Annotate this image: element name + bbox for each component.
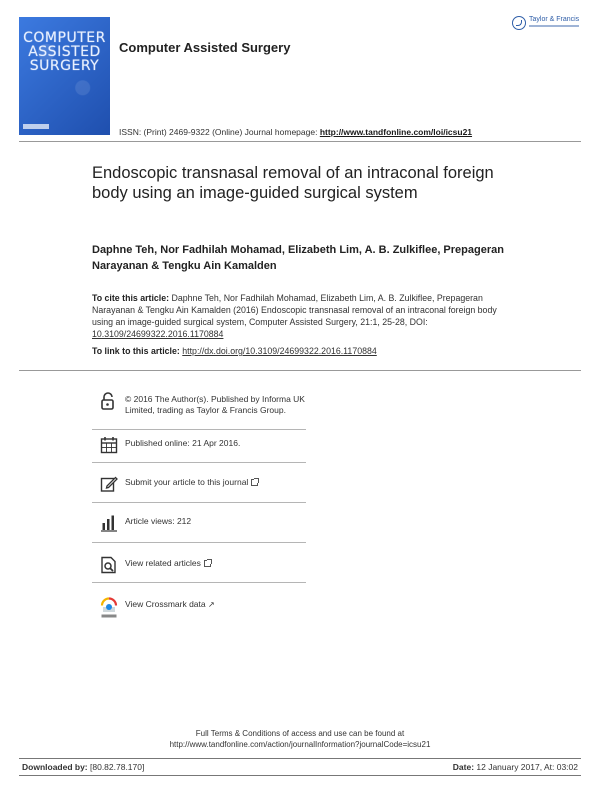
open-access-row — [92, 392, 306, 428]
journal-cover-image — [19, 17, 110, 135]
cover-publisher-mark — [23, 124, 49, 129]
downloaded-by — [22, 762, 144, 772]
journal-homepage-link[interactable]: http://www.tandfonline.com/loi/icsu21 — [319, 127, 473, 137]
info-divider — [92, 582, 306, 583]
citation-label: To cite this article: — [92, 293, 170, 303]
cover-title: COMPUTER ASSISTED SURGERY — [23, 30, 106, 74]
related-articles-row[interactable] — [92, 556, 306, 576]
published-row — [92, 436, 306, 456]
download-date — [453, 762, 578, 772]
citation-block — [92, 292, 504, 340]
journal-title: Computer Assisted Surgery — [119, 40, 291, 55]
terms-text: Full Terms & Conditions of access and use can be found at — [195, 729, 405, 738]
edit-icon — [100, 475, 118, 493]
publisher-logo-underline — [529, 25, 579, 27]
issn-text: ISSN: (Print) 2469-9322 (Online) Journal homepage: — [119, 127, 320, 137]
calendar-icon — [100, 436, 118, 454]
crossmark-arrow-icon: ↗ — [208, 600, 215, 609]
downloaded-ip: [80.82.78.170] — [87, 762, 145, 772]
external-link-icon — [204, 560, 211, 567]
submit-article-link[interactable]: Submit your article to this journal — [125, 477, 249, 487]
bar-chart-icon — [100, 514, 118, 532]
submit-article-row[interactable] — [92, 475, 306, 495]
article-title: Endoscopic transnasal removal of an intraconal foreign body using an image-guided surgical system — [92, 164, 494, 202]
published-date: Published online: 21 Apr 2016. — [125, 438, 241, 448]
publisher-logo — [512, 16, 584, 40]
link-label: To link to this article: — [92, 346, 183, 356]
citation-text: Daphne Teh, Nor Fadhilah Mohamad, Elizabeth Lim, A. B. Zulkiflee, Prepageran Narayanan & Tengku Ain Kamalden (2016) Endoscopic transnasal removal of an intraconal foreign body using an image-guided surgical system, Computer Assisted Surgery, 21:1, 25-28, DOI: — [92, 293, 497, 327]
info-divider — [92, 502, 306, 503]
crossmark-link[interactable]: View Crossmark data — [125, 599, 206, 609]
terms-note — [0, 728, 600, 750]
article-link-line — [92, 346, 377, 356]
terms-link[interactable]: http://www.tandfonline.com/action/journalInformation?journalCode=icsu21 — [169, 740, 431, 749]
crossmark-row[interactable] — [92, 597, 306, 621]
article-views-row — [92, 514, 306, 534]
article-authors: Daphne Teh, Nor Fadhilah Mohamad, Elizabeth Lim, A. B. Zulkiflee, Prepageran Narayanan & Tengku Ain Kamalden — [92, 244, 504, 272]
related-articles-link[interactable]: View related articles — [125, 558, 201, 568]
article-divider — [19, 370, 581, 371]
issn-line — [119, 127, 472, 137]
doi-link[interactable]: 10.3109/24699322.2016.1170884 — [92, 329, 224, 339]
date-label: Date: — [452, 762, 475, 772]
date-value: 12 January 2017, At: 03:02 — [474, 762, 578, 772]
header-divider — [19, 141, 581, 142]
open-lock-icon — [100, 392, 118, 410]
download-info-bar — [19, 758, 581, 776]
license-text: © 2016 The Author(s). Published by Informa UK Limited, trading as Taylor & Francis Group. — [125, 394, 305, 415]
article-views: Article views: 212 — [125, 516, 192, 526]
publisher-logo-text: Taylor & Francis — [529, 16, 580, 23]
downloaded-label: Downloaded by: — [22, 762, 88, 772]
info-divider — [92, 462, 306, 463]
info-divider — [92, 429, 306, 430]
publisher-logo-icon — [512, 16, 526, 30]
document-search-icon — [100, 556, 118, 574]
crossmark-icon — [100, 597, 118, 619]
article-url-link[interactable]: http://dx.doi.org/10.3109/24699322.2016.1170884 — [182, 346, 377, 356]
info-divider — [92, 542, 306, 543]
external-link-icon — [251, 479, 258, 486]
